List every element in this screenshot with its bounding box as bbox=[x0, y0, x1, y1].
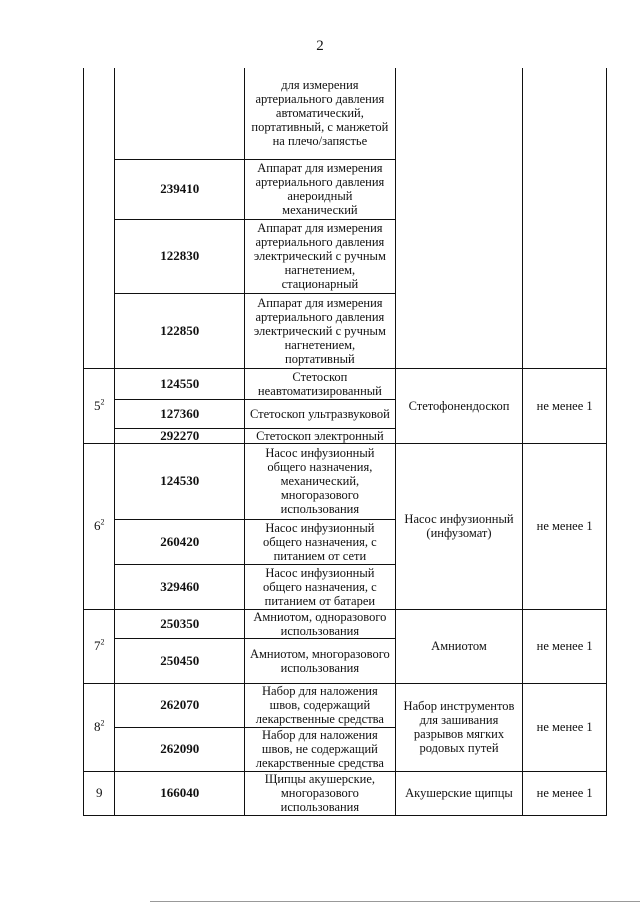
name-cell: Аппарат для измерения артериального давления электрический с ручным нагнетением, стационарный bbox=[245, 219, 396, 293]
qty-cell: не менее 1 bbox=[523, 771, 607, 815]
table-row bbox=[84, 443, 607, 519]
type-cell: Амниотом bbox=[395, 609, 523, 683]
code-cell: 124530 bbox=[115, 443, 245, 519]
code-cell: 260420 bbox=[115, 519, 245, 564]
name-cell: Стетоскоп электронный bbox=[245, 428, 396, 443]
code-cell: 292270 bbox=[115, 428, 245, 443]
code-cell: 122830 bbox=[115, 219, 245, 293]
table-row bbox=[84, 368, 607, 399]
name-cell: Насос инфузионный общего назначения, механический, многоразового использования bbox=[245, 443, 396, 519]
table-row bbox=[84, 609, 607, 638]
scan-edge-line bbox=[150, 901, 640, 902]
code-cell: 122850 bbox=[115, 293, 245, 368]
name-cell: Стетоскоп ультразвуковой bbox=[245, 399, 396, 428]
table-row bbox=[84, 771, 607, 815]
page-number: 2 bbox=[316, 38, 324, 54]
name-cell: Аппарат для измерения артериального давления анероидный механический bbox=[245, 159, 396, 219]
name-cell: Набор для наложения швов, не содержащий лекарственные средства bbox=[245, 727, 396, 771]
type-cell: Набор инструментов для зашивания разрывов мягких родовых путей bbox=[395, 683, 523, 771]
name-cell: Амниотом, многоразового использования bbox=[245, 638, 396, 683]
qty-cell: не менее 1 bbox=[523, 368, 607, 443]
type-cell: Акушерские щипцы bbox=[395, 771, 523, 815]
name-cell: для измерения артериального давления автоматический, портативный, с манжетой на плечо/запястье bbox=[245, 68, 396, 159]
table-row bbox=[84, 68, 607, 159]
name-cell: Аппарат для измерения артериального давления электрический с ручным нагнетением, портативный bbox=[245, 293, 396, 368]
name-cell: Насос инфузионный общего назначения, с питанием от сети bbox=[245, 519, 396, 564]
qty-cell bbox=[523, 68, 607, 368]
code-cell: 166040 bbox=[115, 771, 245, 815]
type-cell: Насос инфузионный (инфузомат) bbox=[395, 443, 523, 609]
code-cell bbox=[115, 68, 245, 159]
type-cell: Стетофонендоскоп bbox=[395, 368, 523, 443]
code-cell: 239410 bbox=[115, 159, 245, 219]
qty-cell: не менее 1 bbox=[523, 609, 607, 683]
code-cell: 262090 bbox=[115, 727, 245, 771]
name-cell: Насос инфузионный общего назначения, с питанием от батареи bbox=[245, 564, 396, 609]
code-cell: 250350 bbox=[115, 609, 245, 638]
qty-cell: не менее 1 bbox=[523, 443, 607, 609]
equipment-table bbox=[83, 68, 607, 816]
row-number-cell bbox=[84, 68, 115, 368]
name-cell: Стетоскоп неавтоматизированный bbox=[245, 368, 396, 399]
row-number-cell: $7^2$ bbox=[84, 609, 115, 683]
code-cell: 127360 bbox=[115, 399, 245, 428]
name-cell: Амниотом, одноразового использования bbox=[245, 609, 396, 638]
table-row bbox=[84, 683, 607, 727]
code-cell: 124550 bbox=[115, 368, 245, 399]
name-cell: Щипцы акушерские, многоразового использования bbox=[245, 771, 396, 815]
name-cell: Набор для наложения швов, содержащий лекарственные средства bbox=[245, 683, 396, 727]
code-cell: 329460 bbox=[115, 564, 245, 609]
code-cell: 262070 bbox=[115, 683, 245, 727]
row-number-cell: $8^2$ bbox=[84, 683, 115, 771]
row-number-cell: $6^2$ bbox=[84, 443, 115, 609]
qty-cell: не менее 1 bbox=[523, 683, 607, 771]
row-number-cell: 9 bbox=[84, 771, 115, 815]
type-cell bbox=[395, 68, 523, 368]
code-cell: 250450 bbox=[115, 638, 245, 683]
row-number-cell: $5^2$ bbox=[84, 368, 115, 443]
